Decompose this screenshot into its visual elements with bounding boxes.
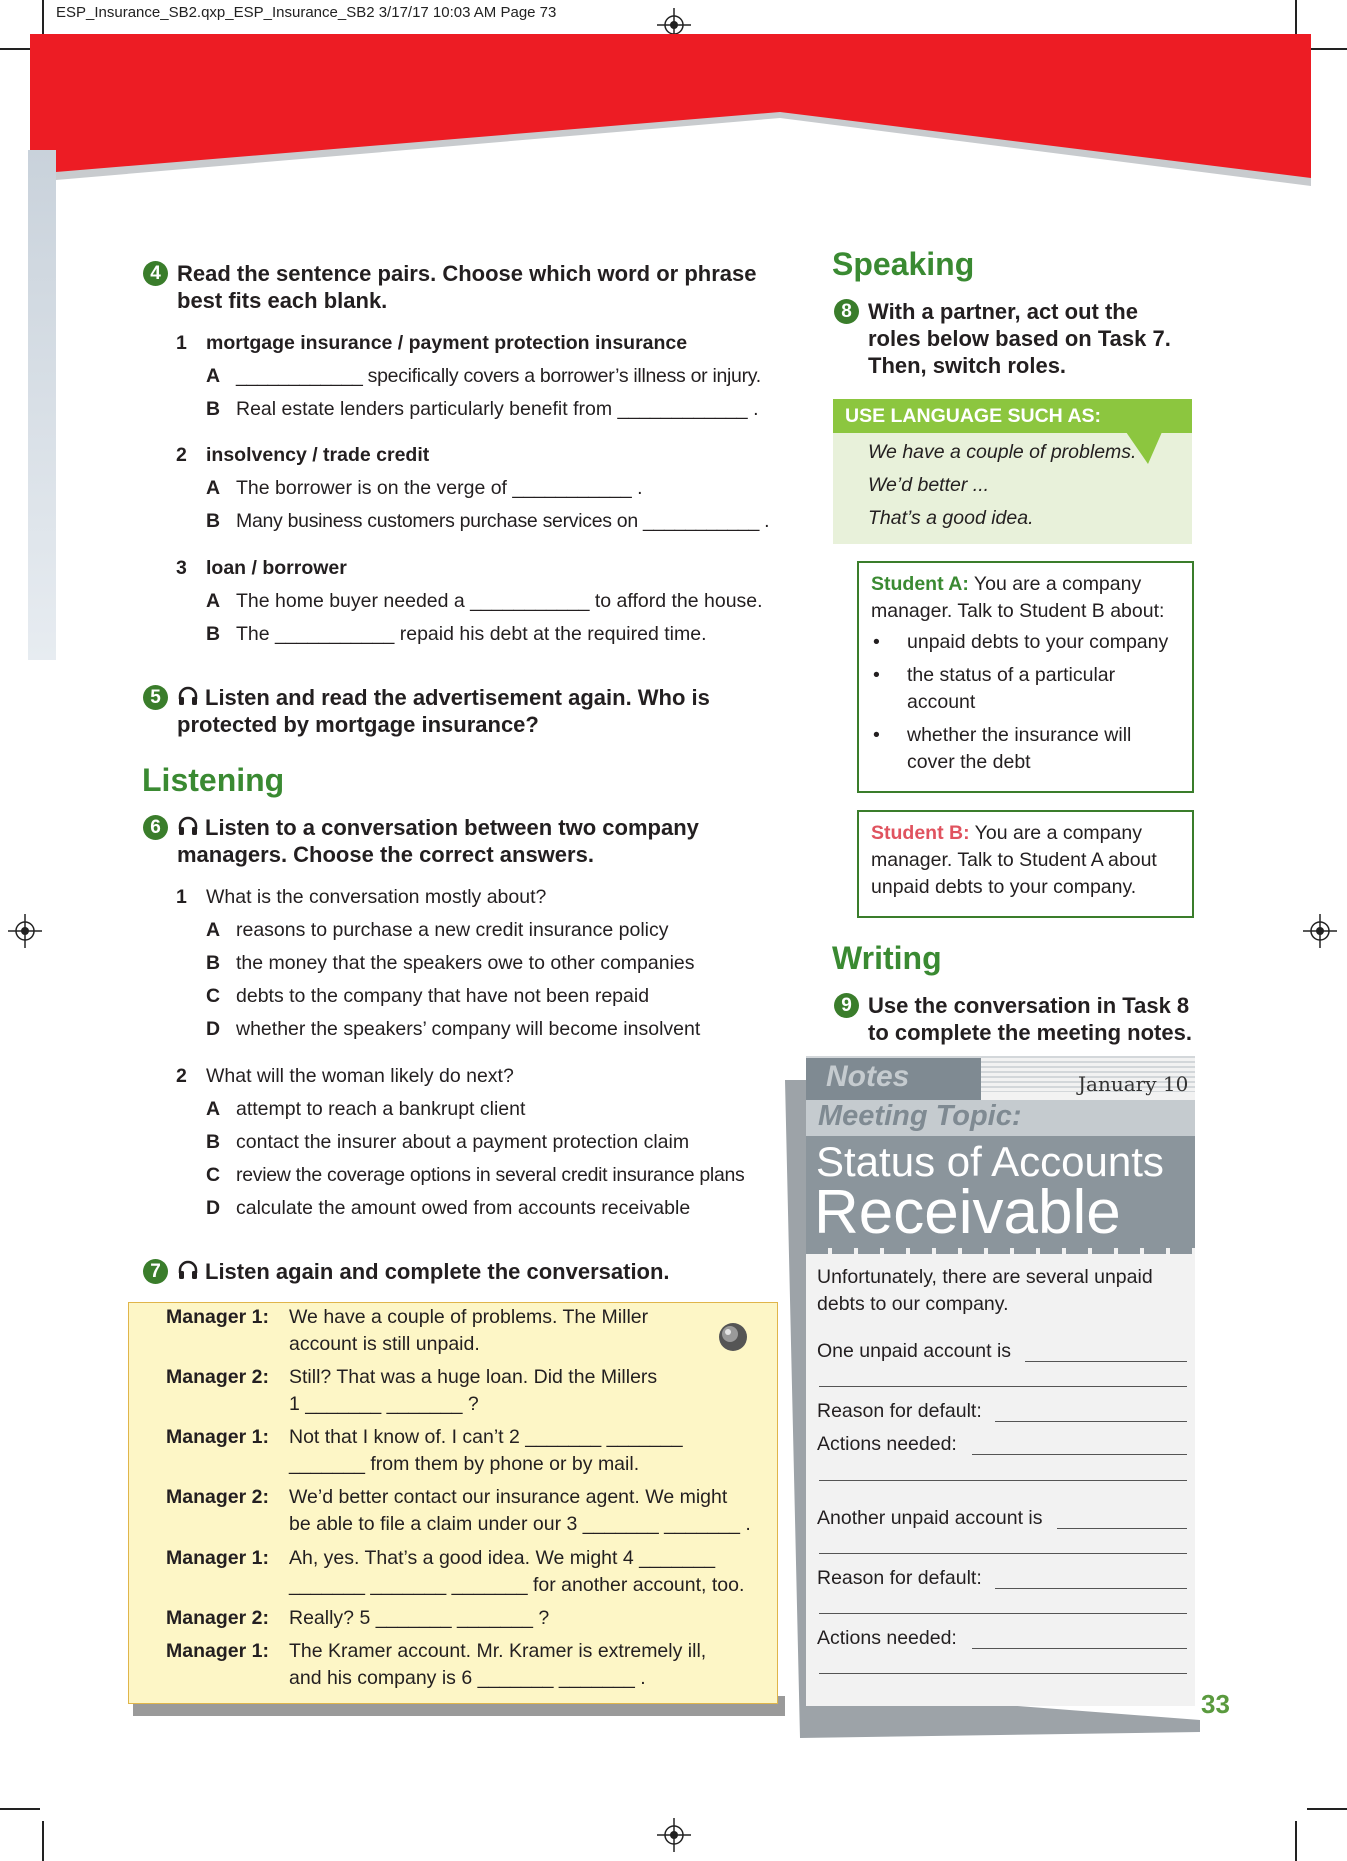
task4-group — [176, 552, 776, 651]
role-text: manager. Talk to Student B about: — [871, 600, 1165, 622]
option-letter: A — [206, 1098, 221, 1120]
role-text: unpaid debts to your company. — [871, 876, 1137, 898]
fill-blank[interactable]: Not that I know of. I can’t 2 _______ _______ — [289, 1426, 683, 1448]
page-number: 33 — [1201, 1689, 1230, 1719]
bullet-icon: • — [873, 631, 880, 653]
option-text[interactable]: debts to the company that have not been repaid — [236, 985, 650, 1007]
phrase: That’s a good idea. — [868, 507, 1034, 529]
registration-mark-icon — [8, 914, 42, 948]
option-text[interactable]: whether the speakers’ company will become insolvent — [236, 1018, 701, 1040]
box-title: USE LANGUAGE SUCH AS: — [845, 405, 1102, 427]
task4-group — [176, 439, 776, 538]
task4-instruction — [150, 260, 777, 314]
instruction-line: protected by mortgage insurance? — [177, 712, 539, 737]
option-letter: A — [206, 590, 221, 612]
headphones-icon — [177, 815, 199, 837]
option-letter: A — [206, 365, 221, 387]
instruction-line: Use the conversation in Task 8 — [868, 993, 1190, 1018]
task6-instruction — [150, 814, 777, 868]
writing-line[interactable] — [995, 1588, 1187, 1589]
meeting-topic-label: Meeting Topic: — [818, 1100, 1022, 1132]
fill-blank[interactable]: Ah, yes. That’s a good idea. We might 4 _______ — [289, 1547, 716, 1569]
bullet-text: account — [907, 691, 976, 713]
writing-line[interactable] — [819, 1386, 1187, 1387]
task-number-badge: 8 — [834, 299, 859, 324]
dialogue-text: _______ from them by phone or by mail. — [289, 1453, 640, 1475]
instruction-line: Listen and read the advertisement again. Who is — [205, 685, 710, 710]
task4-group — [176, 327, 776, 426]
fill-blank[interactable]: Really? 5 _______ _______ ? — [289, 1607, 550, 1629]
speaker-label: Manager 2: — [166, 1607, 269, 1629]
notes-title: Receivable — [814, 1178, 1121, 1247]
bullet-text: the status of a particular — [907, 664, 1116, 686]
bullet-text: whether the insurance will — [907, 724, 1132, 746]
task-number-badge: 4 — [143, 261, 168, 286]
writing-line[interactable] — [819, 1553, 1187, 1554]
option-letter: A — [206, 477, 221, 499]
conversation-line — [166, 1424, 766, 1480]
notes-intro: Unfortunately, there are several unpaid — [817, 1266, 1153, 1288]
section-heading-speaking: Speaking — [832, 246, 975, 282]
speaker-label: Manager 1: — [166, 1306, 269, 1328]
dialogue-text: Still? That was a huge loan. Did the Millers — [289, 1366, 658, 1388]
option-letter: B — [206, 1131, 221, 1153]
sentence: The borrower is on the verge of ___________ . — [236, 477, 643, 499]
headphones-icon — [177, 1259, 199, 1281]
use-language-title — [833, 399, 1192, 433]
conversation-line — [166, 1484, 766, 1540]
speaker-label: Manager 1: — [166, 1640, 269, 1662]
sentence: Real estate lenders particularly benefit from ____________ . — [236, 398, 759, 420]
role-text: You are a company — [968, 573, 1142, 595]
question-text: What is the conversation mostly about? — [206, 886, 547, 908]
option-text[interactable]: contact the insurer about a payment protection claim — [236, 1131, 690, 1153]
registration-mark-icon — [1303, 914, 1337, 948]
task6-question-2 — [176, 1060, 776, 1225]
option-text[interactable]: reasons to purchase a new credit insurance policy — [236, 919, 669, 941]
writing-line[interactable] — [972, 1648, 1187, 1649]
dialogue-text: We’d better contact our insurance agent. We might — [289, 1486, 728, 1508]
notes-field-label: Another unpaid account is — [817, 1507, 1043, 1529]
fill-blank[interactable]: and his company is 6 _______ _______ . — [289, 1667, 646, 1689]
option-letter: D — [206, 1197, 221, 1219]
word-pair: insolvency / trade credit — [206, 444, 430, 466]
bullet-text: unpaid debts to your company — [907, 631, 1169, 653]
dialogue-text: The Kramer account. Mr. Kramer is extremely ill, — [289, 1640, 707, 1662]
conversation-line — [166, 1605, 766, 1635]
dialogue-text: _______ _______ _______ for another account, too. — [289, 1574, 745, 1596]
item-number: 1 — [176, 886, 187, 908]
option-text[interactable]: review the coverage options in several credit insurance plans — [236, 1164, 745, 1186]
instruction-line: Then, switch roles. — [868, 353, 1067, 378]
instruction-line: With a partner, act out the — [868, 299, 1138, 324]
writing-line[interactable] — [972, 1454, 1187, 1455]
option-letter: A — [206, 919, 221, 941]
notes-field-label: Reason for default: — [817, 1567, 982, 1589]
dialogue-text: We have a couple of problems. The Miller — [289, 1306, 649, 1328]
task5-instruction — [150, 684, 777, 738]
fill-blank[interactable]: be able to file a claim under our 3 _______ _______ . — [289, 1513, 751, 1535]
trim-mark — [0, 1808, 40, 1810]
option-letter: C — [206, 1164, 221, 1186]
phrase: We’d better ... — [868, 474, 990, 496]
task-number-badge: 9 — [834, 993, 859, 1018]
option-text[interactable]: the money that the speakers owe to other companies — [236, 952, 695, 974]
task6-question-1 — [176, 881, 776, 1046]
option-text[interactable]: attempt to reach a bankrupt client — [236, 1098, 526, 1120]
instruction-line: Listen again and complete the conversation. — [205, 1259, 670, 1284]
bullet-text: cover the debt — [907, 751, 1031, 773]
conversation-line — [166, 1304, 766, 1360]
conversation-line — [166, 1638, 766, 1694]
notes-title-rule — [806, 1248, 1195, 1254]
notes-title: Status of Accounts — [816, 1138, 1164, 1185]
option-letter: C — [206, 985, 221, 1007]
instruction-line: Read the sentence pairs. Choose which word or phrase — [177, 261, 757, 286]
bullet-icon: • — [873, 724, 880, 746]
task7-instruction — [150, 1258, 777, 1285]
task-number-badge: 7 — [143, 1259, 168, 1284]
dialogue-text: account is still unpaid. — [289, 1333, 480, 1355]
notes-field-label: Actions needed: — [817, 1627, 957, 1649]
trim-mark — [42, 1821, 44, 1861]
writing-line[interactable] — [1057, 1528, 1187, 1529]
sentence: Many business customers purchase services on ___________ . — [236, 510, 770, 532]
header-banner — [0, 0, 1347, 200]
section-heading-writing: Writing — [832, 940, 942, 976]
fill-blank[interactable]: 1 _______ _______ ? — [289, 1393, 479, 1415]
speaker-label: Manager 2: — [166, 1366, 269, 1388]
item-number: 3 — [176, 557, 187, 579]
writing-line[interactable] — [819, 1613, 1187, 1614]
writing-line[interactable] — [819, 1673, 1187, 1674]
writing-line[interactable] — [1025, 1361, 1187, 1362]
registration-mark-icon — [657, 1818, 691, 1852]
sentence: The home buyer needed a ___________ to afford the house. — [236, 590, 763, 612]
role-text: You are a company — [969, 822, 1142, 844]
notes-date: January 10 — [1078, 1072, 1189, 1096]
item-number: 2 — [176, 1065, 187, 1087]
instruction-line: to complete the meeting notes. — [868, 1020, 1192, 1045]
print-slug: ESP_Insurance_SB2.qxp_ESP_Insurance_SB2 3/17/17 10:03 AM Page 73 — [56, 4, 557, 21]
notes-intro: debts to our company. — [817, 1293, 1009, 1315]
option-letter: B — [206, 952, 221, 974]
conversation-line — [166, 1545, 766, 1601]
word-pair: loan / borrower — [206, 557, 347, 579]
notes-field-label: Actions needed: — [817, 1433, 957, 1455]
task-number-badge: 5 — [143, 685, 168, 710]
sentence: ____________ specifically covers a borrower’s illness or injury. — [236, 365, 761, 387]
speaker-label: Manager 1: — [166, 1426, 269, 1448]
task9-instruction — [841, 992, 1198, 1046]
bullet-icon: • — [873, 664, 880, 686]
section-heading-listening: Listening — [142, 762, 285, 798]
conversation-line — [166, 1364, 766, 1420]
task-number-badge: 6 — [143, 815, 168, 840]
question-text: What will the woman likely do next? — [206, 1065, 514, 1087]
role-text: manager. Talk to Student A about — [871, 849, 1157, 871]
headphones-icon — [177, 685, 199, 707]
left-photo-strip — [28, 150, 56, 660]
trim-mark — [1307, 1808, 1347, 1810]
instruction-line: best fits each blank. — [177, 288, 388, 313]
option-letter: B — [206, 398, 221, 420]
instruction-line: roles below based on Task 7. — [868, 326, 1171, 351]
item-number: 2 — [176, 444, 187, 466]
speaker-label: Manager 1: — [166, 1547, 269, 1569]
option-text[interactable]: calculate the amount owed from accounts receivable — [236, 1197, 691, 1219]
item-number: 1 — [176, 332, 187, 354]
notes-tab-label: Notes — [826, 1060, 910, 1093]
option-letter: B — [206, 623, 221, 645]
option-letter: D — [206, 1018, 221, 1040]
writing-line[interactable] — [819, 1480, 1187, 1481]
word-pair: mortgage insurance / payment protection insurance — [206, 332, 688, 354]
student-a-card — [857, 561, 1194, 793]
role-label: Student B: — [871, 822, 970, 844]
notes-field-label: One unpaid account is — [817, 1340, 1012, 1362]
role-label: Student A: — [871, 573, 969, 595]
task8-instruction — [841, 298, 1198, 379]
sentence: The ___________ repaid his debt at the required time. — [236, 623, 707, 645]
instruction-line: managers. Choose the correct answers. — [177, 842, 594, 867]
writing-line[interactable] — [995, 1421, 1187, 1422]
instruction-line: Listen to a conversation between two company — [205, 815, 699, 840]
notes-field-label: Reason for default: — [817, 1400, 982, 1422]
phrase: We have a couple of problems. — [868, 441, 1137, 463]
option-letter: B — [206, 510, 221, 532]
speaker-label: Manager 2: — [166, 1486, 269, 1508]
trim-mark — [1295, 1821, 1297, 1861]
student-b-card — [857, 810, 1194, 918]
